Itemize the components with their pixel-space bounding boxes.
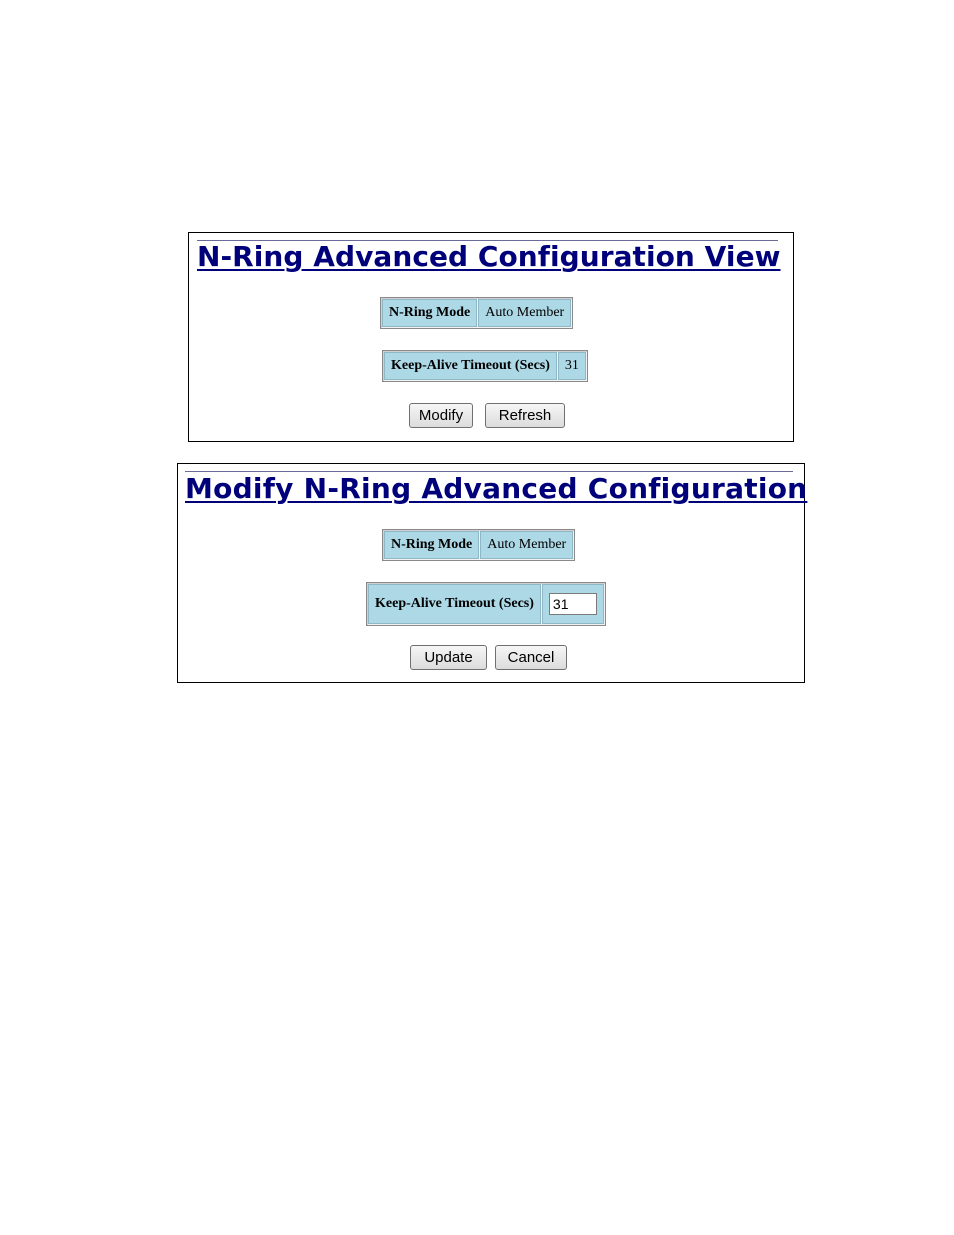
modify-button[interactable]: Modify [409, 403, 473, 428]
keepalive-label: Keep-Alive Timeout (Secs) [384, 352, 557, 380]
keepalive-input[interactable] [549, 593, 597, 615]
page-title: N-Ring Advanced Configuration View [197, 240, 781, 273]
nring-mode-table [380, 297, 573, 329]
nring-mode-label: N-Ring Mode [382, 299, 477, 327]
nring-mode-label: N-Ring Mode [384, 531, 479, 559]
nring-advanced-modify-panel [177, 463, 808, 683]
update-button[interactable]: Update [410, 645, 487, 670]
keepalive-table [382, 350, 588, 382]
keepalive-value: 31 [558, 352, 586, 380]
page-title: Modify N-Ring Advanced Configuration [185, 472, 808, 505]
keepalive-table [366, 582, 606, 626]
nring-mode-value: Auto Member [480, 531, 573, 559]
nring-advanced-view-panel [188, 232, 794, 442]
keepalive-input-cell [542, 584, 604, 624]
nring-mode-value: Auto Member [478, 299, 571, 327]
cancel-button[interactable]: Cancel [495, 645, 567, 670]
keepalive-label: Keep-Alive Timeout (Secs) [368, 584, 541, 624]
nring-mode-table [382, 529, 575, 561]
refresh-button[interactable]: Refresh [485, 403, 565, 428]
